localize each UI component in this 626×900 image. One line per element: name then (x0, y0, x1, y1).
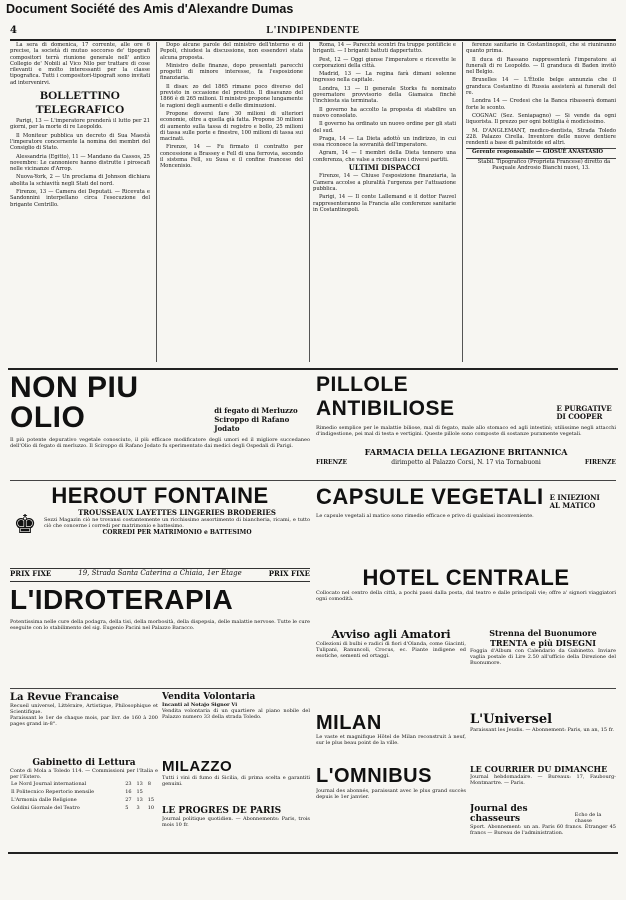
dispatch-item: Parigi, 14 — Il conte Lallemand e il dottor Fauvel rappresenteranno la Francia alle conferenze sanitarie in Costantinopoli. (313, 194, 456, 213)
bottom-rule (8, 852, 618, 854)
city-label: FIRENZE (316, 459, 348, 466)
ad-body: Journal des abonnés, paraissant avec le plus grand succès depuis le 1er janvier. (316, 788, 466, 800)
article-paragraph: Roma, 14 — Parecchi scontri fra truppe pontificie e briganti. — I briganti battuti dappertutto. (313, 42, 456, 55)
ad-title: L'OMNIBUS (316, 765, 432, 787)
ad-title: Journal des chasseurs (470, 804, 528, 824)
ad-prix-fixe (10, 568, 310, 582)
article-paragraph: Londra 14 — Credesi che la Banca ribasserà domani forte le sconto. (466, 98, 616, 111)
ad-side-text: E PURGATIVE DI COOPER (556, 404, 612, 421)
ad-body: Potentissima nelle cure della podagra, della tisi, della morbosità, della dispepsia, delle malattie nervose. Tutte le cure eseguite con lo stabilimento del sig. Eugenio Pacini nel Palazzo Baracco. (10, 619, 310, 631)
bulletin-title: BOLLETTINO TELEGRAFICO (35, 88, 125, 117)
column-3 (313, 42, 456, 362)
advert-paragraph: COGNAC (Sez. Seniapagno) — Si vende da ogni liquorista. Il prezzo per ogni bottiglia è modicissimo. (466, 112, 616, 126)
article-paragraph: ferenze sanitarie in Costantinopoli, che si riuniranno quanto prima. (466, 42, 616, 55)
ad-side-text: E INIEZIONI AL MATICO (549, 493, 600, 510)
ad-title: LE COURRIER DU DIMANCHE (470, 764, 608, 774)
prix-label: PRIX FIXE (10, 569, 52, 578)
column-divider (462, 42, 463, 362)
ad-body: Journal hebdomadaire. — Bureaux: 17, Faubourg-Montmartre. — Paris. (470, 774, 616, 786)
ad-body: Collocato nel centro della città, a pochi passi dalla posta, dal teatro e dalle principali vie; offre a' signori viaggiatori ogni comodità. (316, 590, 616, 602)
ad-subtitle: Incanti al Notajo Signor Vi (162, 702, 238, 708)
ad-body: Il più potente depurativo vegetale conosciuto, il più efficace modificatore degli umori ed il migliore succedaneo dell'Olio di fegato di merluzzo. Il Sciroppo di Rafano Jodato fu sperimentato dai medici degli Ospedali di Parigi. (10, 437, 310, 449)
crown-emblem-icon: ♚ (13, 510, 37, 540)
table-row: Le Nord Journal international 23 13 8 (11, 781, 151, 787)
ad-subtitle: TROUSSEAUX LAYETTES LINGERIES BRODERIES (78, 508, 276, 517)
ad-hotel-centrale (316, 566, 616, 624)
column-4 (466, 42, 616, 362)
article-paragraph: Il duca di Rassano rappresenterà l'imperatore ai funerali di re Leopoldo. — Il granduca di Baden invitò nel Belgio. (466, 56, 616, 76)
table-row: Il Politecnico Repertorio mensile 16 15 (11, 789, 143, 795)
ad-idroterapia (10, 584, 310, 684)
ad-subtitle: TRENTA e più DISEGNI (489, 638, 597, 648)
article-paragraph: Il governo ha ordinato un nuovo ordine per gli stati del sud. (313, 121, 456, 134)
editor-line: Gerente responsabile — GIOSUÈ ANASTASIO (472, 149, 604, 156)
column-2 (160, 42, 303, 362)
article-paragraph: Propone doversi fare 30 milioni di ulteriori economie, oltre a quella già fatta. Propone 30 milioni di aumento sulla tassa di registro e bollo, 25 milioni di tassa sulle porte e finestre, 100 milioni di tassa sui macinati. (160, 110, 303, 143)
ad-body: Paraissant le 1er de chaque mois, par livr. de 160 à 200 pages grand in-8°. (10, 715, 158, 727)
ad-title: MILAZZO (162, 758, 233, 775)
page-header (10, 25, 616, 41)
ad-body: Le capsule vegetali al matico sono rimedio efficace e privo di qualsiasi inconveniente. (316, 513, 534, 519)
ad-milazzo (162, 758, 310, 804)
ad-title: HOTEL CENTRALE (362, 566, 570, 590)
ad-body: Foggia d'Album con Calendario da Gabinetto. Inviare vaglia postale di Lire 2.50 all'ufficio della Direzione del Buonumore. (470, 648, 616, 666)
ad-universel (470, 712, 616, 760)
ad-footer: CORREDI PER MATRIMONIO e BATTESIMO (102, 529, 252, 536)
ad-title: NON PIU OLIO (10, 373, 139, 434)
article-paragraph: Pest, 12 — Oggi giunse l'imperatore e ricevette le corporazioni della città. (313, 56, 456, 69)
ad-title: FARMACIA DELLA LEGAZIONE BRITANNICA (364, 447, 568, 457)
ad-body: Sport. Abonnement: un an. Paris 60 francs. Étranger 45 francs — Bureau de l'administration. (470, 824, 616, 836)
intro-notice: La sera di domenica, 17 corrente, alle ore 6 precise, la società di mutuo soccorso de' tipografi compositori terrà riunione generale nell' antico Collegio de' Nobili al Vico Nilo per trattare di cose rilevanti e molto interessanti per la classe tipografica. Tutti i compositori-tipografi sono invitati ad intervenirvi. (10, 42, 150, 86)
article-paragraph: Londra, 13 — Il generale Storks fu nominato governatore provvisorio della Giamaica finchè l'inchiesta sia terminata. (313, 85, 456, 105)
ad-title: L'Universel (470, 712, 553, 727)
ad-subtitle: Recueil universel, Littéraire, Artistique, Philosophique et Scientifique. (10, 703, 158, 715)
ad-subtitle: Sciroppo di Rafano Jodato (214, 415, 290, 433)
ad-journal-chasseurs (470, 804, 616, 848)
ad-body: Le vaste et magnifique Hôtel de Milan reconstruit à neuf, sur le plus beau point de la ville. (316, 734, 466, 746)
column-divider (309, 42, 310, 362)
ad-subtitle: di fegato di Merluzzo (214, 406, 298, 415)
ad-title: L'IDROTERAPIA (10, 584, 234, 615)
ad-pillole (316, 373, 616, 445)
ad-body: Paraissant les Jeudis. — Abonnement: Paris, un an, 15 fr. (470, 727, 614, 733)
ad-body: Sezzi Magazin ciò ne trovansi costantemente un ricchissimo assortimento di biancheria, ricami, e tutto ciò che concerne i corredi per matrimonio e battesimo. (44, 517, 310, 529)
article-paragraph: Agram, 14 — I membri della Dieta tennero una conferenza, che valse a riconciliare i diversi partiti. (313, 150, 456, 163)
ad-side-text: Echo de la chasse (574, 812, 602, 824)
table-row: L'Armonia dalle Religione 27 13 15 (11, 797, 155, 803)
ad-omnibus (316, 764, 466, 846)
bulletin-item: Parigi, 13 — L'imperatore prenderà il lutto per 21 giorni, per la morte di re Leopoldo. (10, 118, 150, 131)
ad-vendita-volontaria (162, 692, 310, 754)
ad-body: Rimedio semplice per le malattie biliose, mal di fegato, male allo stomaco ed agli intestini; utilissime negli attacchi d'indigestione, pei mal di testa e vertigini. Queste pillole sono composte di sostanze puramente vegetali. (316, 425, 616, 437)
section-rule (8, 368, 618, 370)
prix-label: PRIX FIXE (268, 569, 310, 578)
city-label: FIRENZE (584, 459, 616, 466)
ad-herout-fontaine (10, 484, 310, 566)
ad-body: Vendita volontaria di un quartiere al piano nobile del Palazzo numero 33 della strada Toledo. (162, 708, 310, 720)
bulletin-item: Firenze, 13 — Camera dei Deputati. — Ricevuta e Sandonnini interpellano circa l'esecuzione del brigante Centrillo. (10, 189, 150, 208)
bulletin-item: Nuova-York, 2 — Un proclama di Johnson dichiara abolita la schiavitù negli Stati del nord. (10, 174, 150, 187)
ad-capsule-vegetali (316, 484, 616, 564)
ad-title: Gabinetto di Lettura (32, 758, 136, 768)
ad-courrier-dimanche (470, 764, 616, 802)
article-paragraph: Ministro delle finanze, dopo presentati parecchi progetti di minore interesse, fa l'esposizione finanziaria. (160, 62, 303, 82)
ad-title: PILLOLE ANTIBILIOSE (316, 373, 455, 420)
ad-title: MILAN (316, 712, 382, 734)
article-paragraph: Praga, 14 — La Dieta adottò un indirizzo, in cui essa riconosce la sovranità dell'imperatore. (313, 135, 456, 149)
newspaper-title: L'INDIPENDENTE (266, 25, 360, 36)
address-label: 19, Strada Santa Caterina a Chiaia, 1er Etage (78, 569, 242, 577)
ad-body: Tutti i vini di fumo di Sicilia, di prima scelta e garantiti genuini. (162, 775, 310, 787)
ad-title: LE PROGRES DE PARIS (162, 806, 282, 816)
divider (10, 480, 616, 481)
ad-milan (316, 712, 466, 760)
address-label: dirimpetto al Palazzo Corsi, N. 17 via Tornabuoni (391, 459, 541, 466)
article-paragraph: Dopo alcune parole del ministro dell'interno e di Pepoli, chiudesi la discussione, non essendovi stata alcuna proposta. (160, 42, 303, 61)
bulletin-item: Alessandria (Egitto), 11 — Mandano da Cassos, 25 novembre: Le cannoniere hanno distrutte i piroscafi nelle vicinanze d'Arrop. (10, 153, 150, 173)
article-paragraph: Madrid, 13 — La regina farà dimani solenne ingresso nella capitale. (313, 71, 456, 84)
ad-non-piu-olio (10, 373, 310, 477)
page-number: 4 (10, 25, 17, 36)
ad-avviso-amatori (316, 628, 466, 708)
table-row: Goldini Giornale del Teatro 5 3 10 (11, 805, 155, 811)
article-paragraph: Il governo ha accolto la proposta di stabilire un nuovo consolato. (313, 106, 456, 119)
ad-title: CAPSULE VEGETALI (316, 484, 544, 509)
column-divider (156, 42, 157, 362)
dispatches-title: ULTIMI DISPACCI (348, 163, 421, 173)
article-paragraph: Firenze, 14 — Fu firmato il contratto per concessione a Brassey e Fell di una ferrovia, secondo il sistema Fell, su Susa e il confine francese del Moncenisio. (160, 144, 303, 170)
ad-title: Strenna del Buonumore (489, 628, 597, 638)
ad-body: Collezioni di bulbi e radici di fiori d'Olanda, come Giacinti, Tulipani, Ranuncoli, Crocus, ec. Piante indigene ed esotiche, sementi ed ortaggi. (316, 641, 466, 659)
ad-strenna (470, 628, 616, 708)
advert-paragraph: M. D'ANGLEMANT, medico-dentista, Strada Toledo 228. Palazzo Cirella. Inventore delle nuove dentiere rendenti a base di palmitoide ed altri. (466, 127, 616, 147)
ad-title: Avviso agli Amatori (331, 628, 451, 641)
subscription-table (10, 780, 158, 812)
column-1 (10, 42, 150, 362)
printer-line: Stabil. Tipografico (Proprietà Francese) diretto da Pasquale Androsio Bianchi nuovi, 13. (477, 158, 611, 172)
article-paragraph: Il disav. zo del 1865 rimane poco diverso del previsto in occasione del prestito. Il disavanzo del 1866 è di 265 milioni. Il ministro propone lungamente le ragioni degli aumenti e delle diminuzioni. (160, 83, 303, 109)
bulletin-item: Il Moniteur pubblica un decreto di Sua Maestà l'imperatore concernente la nomina dei membri del Consiglio di Stato. (10, 132, 150, 152)
ad-revue-francaise (10, 692, 158, 754)
ad-gabinetto-lettura (10, 758, 158, 846)
article-paragraph: Bruxelles 14 — L'Étoile belge annunzia che il granduca Costantino di Russia assisterà ai funerali del re. (466, 77, 616, 97)
ad-title: HEROUT FONTAINE (51, 484, 269, 508)
ad-subtitle: Conte di Mola a Toledo 114. — Commissioni per l'Italia e per l'Estero. (10, 768, 158, 780)
dispatch-item: Firenze, 14 — Chiuse l'esposizione finanziaria, la Camera accolse a pluralità l'urgenza per l'attuazione pubblica. (313, 173, 456, 192)
watermark-label: Document Société des Amis d'Alexandre Dumas (6, 2, 294, 16)
ad-title: Vendita Volontaria (162, 692, 256, 702)
ad-progres-paris (162, 806, 310, 848)
ad-farmacia (316, 447, 616, 477)
ad-body: Journal politique quotidien. — Abonnements: Paris, trois mois 10 fr. (162, 816, 310, 828)
ad-title: La Revue Francaise (10, 692, 119, 703)
divider (10, 688, 616, 689)
